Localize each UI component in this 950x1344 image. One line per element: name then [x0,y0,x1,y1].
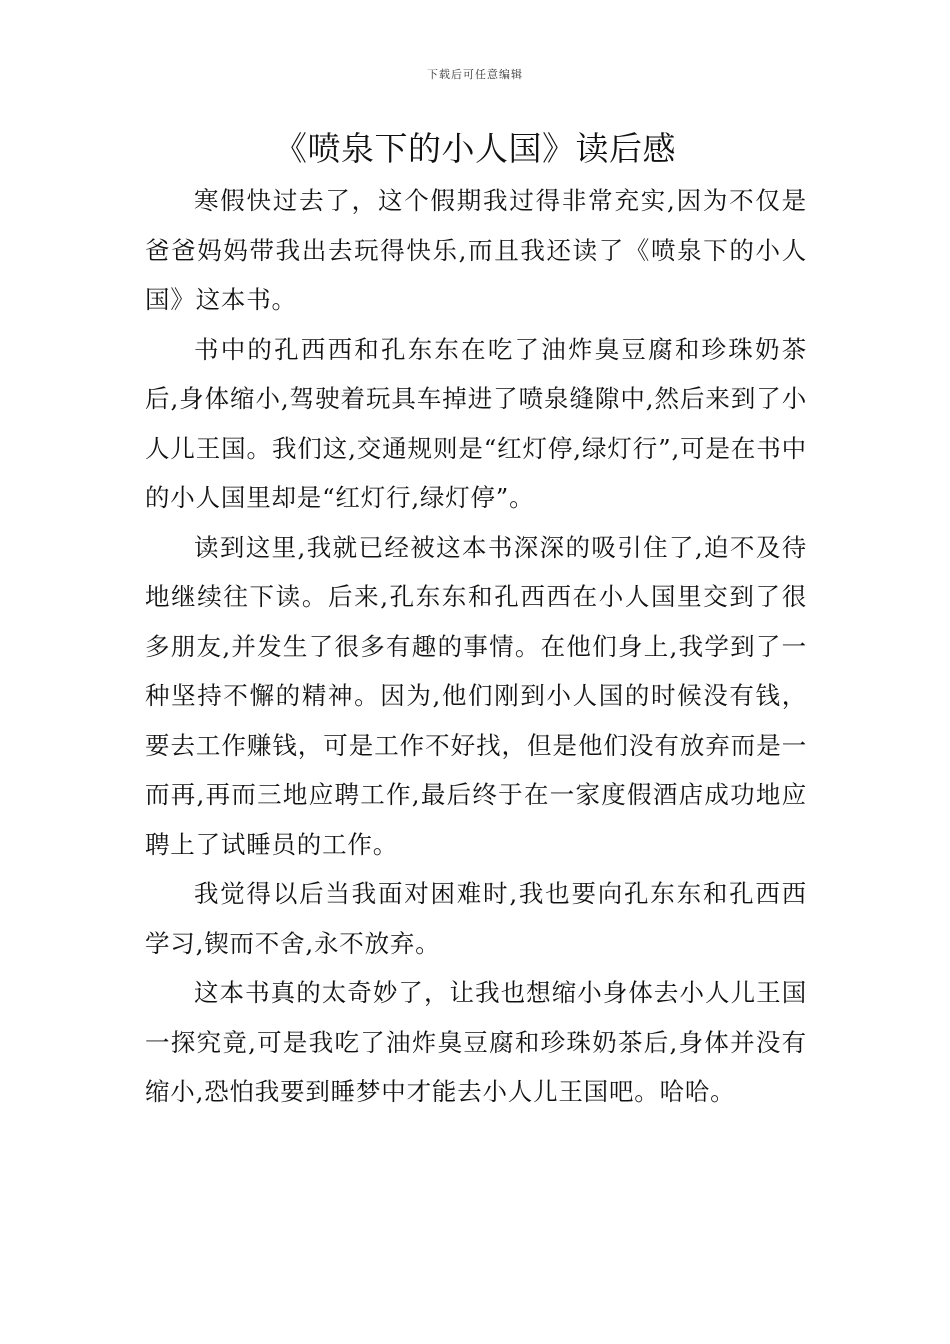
header-note: 下载后可任意编辑 [427,68,523,81]
page-title: 《喷泉下的小人国》读后感 [274,129,676,168]
paragraph-3: 读到这里,我就已经被这本书深深的吸引住了,迫不及待地继续往下读。后来,孔东东和孔西西在小人国里交到了很多朋友,并发生了很多有趣的事情。在他们身上,我学到了一种坚持不懈的精神。因为,他们刚到小人国的时候没有钱，要去工作赚钱，可是工作不好找，但是他们没有放弃而是一而再,再而三地应聘工作,最后终于在一家度假酒店成功地应聘上了试睡员的工作。 [145,532,807,859]
paragraph-4: 我觉得以后当我面对困难时,我也要向孔东东和孔西西学习,锲而不舍,永不放弃。 [145,879,807,958]
document-body [145,176,807,1117]
paragraph-2: 书中的孔西西和孔东东在吃了油炸臭豆腐和珍珠奶茶后,身体缩小,驾驶着玩具车掉进了喷泉缝隙中,然后来到了小人儿王国。我们这,交通规则是“红灯停,绿灯行”,可是在书中的小人国里却是“红灯行,绿灯停”。 [145,334,807,512]
paragraph-1: 寒假快过去了，这个假期我过得非常充实,因为不仅是爸爸妈妈带我出去玩得快乐,而且我还读了《喷泉下的小人国》这本书。 [145,186,807,314]
paragraph-5: 这本书真的太奇妙了，让我也想缩小身体去小人儿王国一探究竟,可是我吃了油炸臭豆腐和珍珠奶茶后,身体并没有缩小,恐怕我要到睡梦中才能去小人儿王国吧。哈哈。 [145,978,807,1106]
